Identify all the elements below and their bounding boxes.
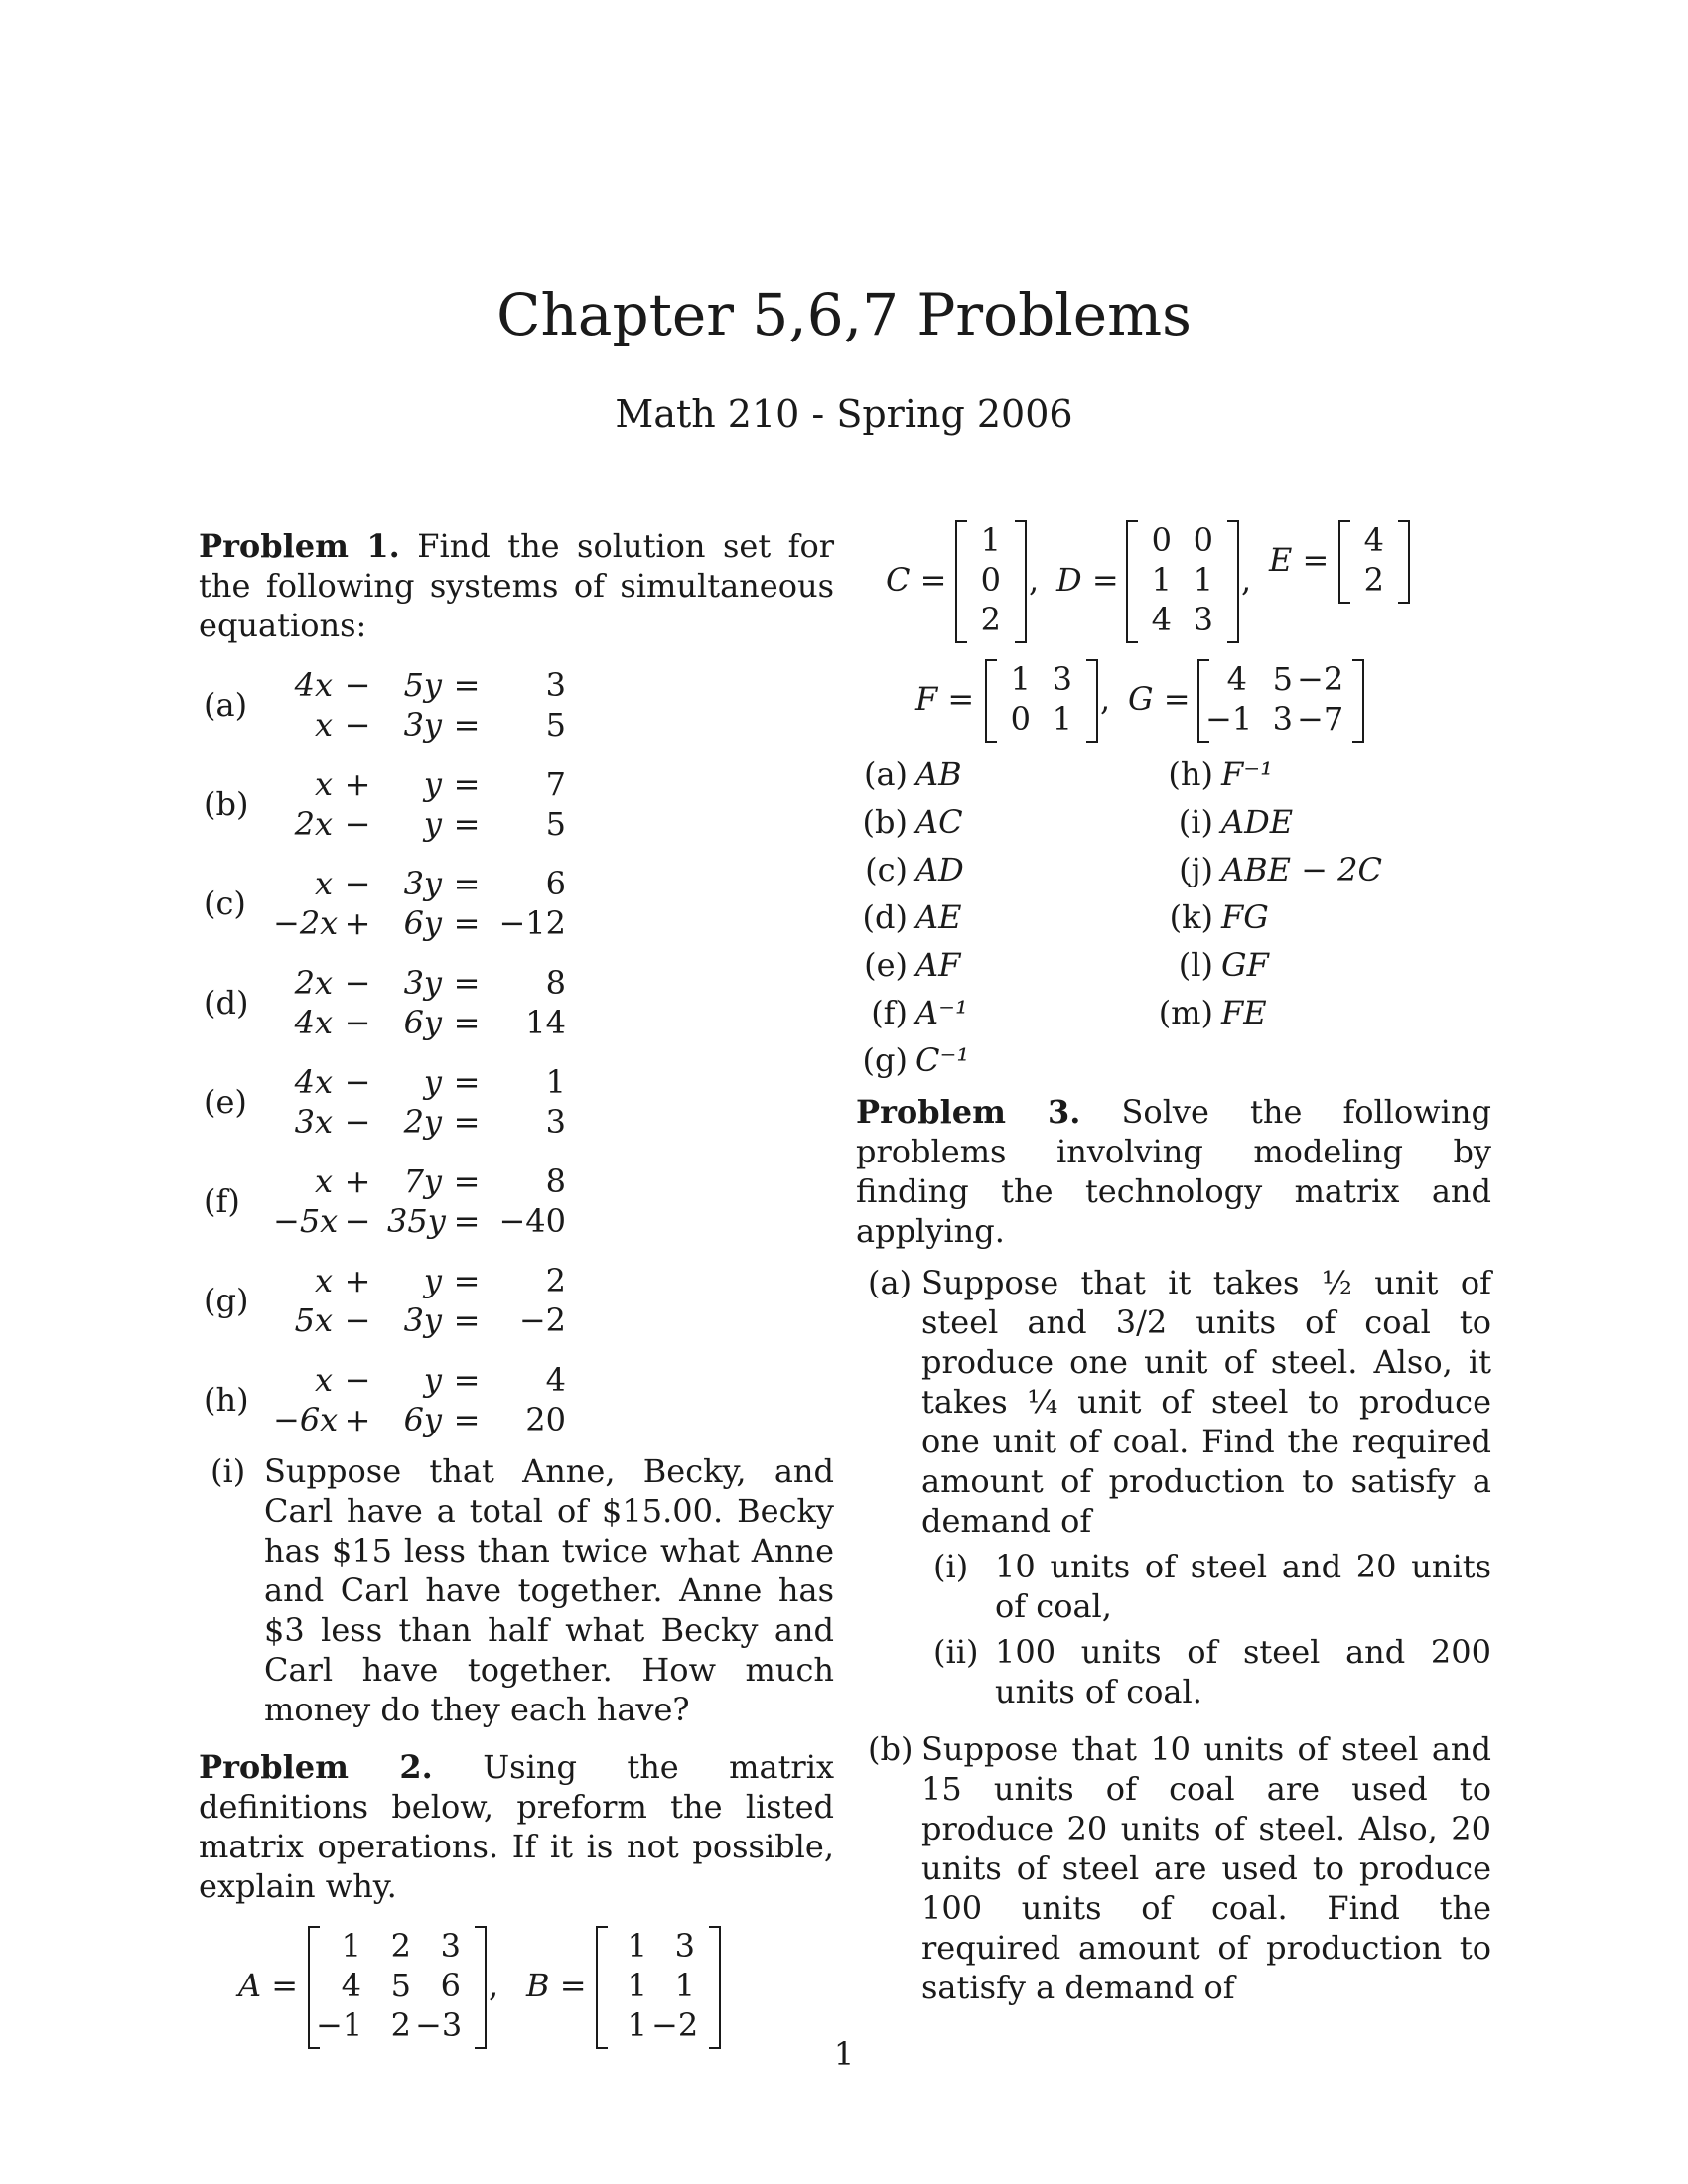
problem-3-text: Solve the following problems involving modeling by finding the technology matrix and applying. (856, 1093, 1492, 1250)
matrix-op (848, 897, 961, 937)
equation-term: −12 (498, 904, 566, 942)
matrix-cell: 1 (627, 1927, 647, 1965)
matrices-c-d-e (856, 520, 1491, 639)
bracket-right (475, 1926, 487, 2049)
equation-term: 3 (545, 666, 566, 704)
op-expression: AD (915, 851, 964, 888)
matrix-cell: 5 (1272, 660, 1293, 698)
op-label: (h) (1168, 755, 1213, 793)
matrix-cell: 4 (1226, 660, 1247, 698)
equation-term: 2x (294, 805, 333, 843)
equation-term: 3y (403, 865, 442, 902)
word-problem (199, 1451, 834, 1729)
problem-3a-ii (921, 1632, 1491, 1711)
word-problem-label: (i) (211, 1452, 246, 1490)
op-label: (j) (1179, 851, 1213, 888)
problem-3-intro (856, 1092, 1491, 1251)
equation-term: x (314, 865, 333, 902)
equation-term: − (344, 964, 371, 1002)
equation-term: 3x (294, 1103, 333, 1141)
problem-1-heading: Problem 1. (199, 527, 400, 565)
matrix-op (1154, 897, 1269, 937)
equation-term: − (344, 1004, 371, 1041)
equation-term: y (423, 1063, 442, 1101)
op-expression: FE (1221, 994, 1267, 1031)
equation-term: 14 (525, 1004, 566, 1041)
equation-term: − (344, 666, 371, 704)
op-expression: FG (1221, 898, 1269, 936)
problem-3a-text: Suppose that it takes ½ unit of steel and 3/2 units of coal to produce one unit of steel. Also, it takes ¼ unit of steel to produce one unit of coal. Find the required amount of production to satisfy a demand of (921, 1264, 1491, 1540)
matrix-cell: −2 (651, 2006, 699, 2044)
op-label: (b) (862, 803, 908, 841)
matrix-op (848, 802, 963, 842)
matrix-cell: 1 (341, 1927, 361, 1965)
matrix-cell: −1 (1205, 700, 1253, 738)
equation-term: = (453, 1361, 481, 1399)
equation-term: − (344, 865, 371, 902)
equation-term: −6x (273, 1401, 339, 1438)
bracket-right (1086, 659, 1098, 743)
op-expression: ADE (1221, 803, 1294, 841)
matrix-op (1154, 993, 1267, 1032)
system-label: (a) (204, 686, 248, 724)
sub-text: 10 units of steel and 20 units of coal, (995, 1548, 1491, 1625)
left-column (199, 526, 834, 2065)
equation-term: 5 (545, 805, 566, 843)
matrix-cell: 4 (1363, 521, 1384, 559)
bracket-right (1227, 520, 1239, 643)
equation-term: x (314, 765, 333, 803)
equation-term: − (344, 805, 371, 843)
equation-term: 8 (545, 1162, 566, 1200)
equation-term: = (453, 1301, 481, 1339)
equation-term: 1 (545, 1063, 566, 1101)
matrix-op (1154, 945, 1269, 985)
matrix-cell: −1 (316, 2006, 363, 2044)
equation-systems (199, 665, 834, 1439)
op-expression: AE (915, 898, 962, 936)
matrix-cell: −2 (1297, 660, 1344, 698)
matrix-cell: 3 (1052, 660, 1072, 698)
equation-term: = (453, 1004, 481, 1041)
matrix-cell: 4 (1151, 601, 1172, 638)
bracket-right (1015, 520, 1027, 643)
matrix-name: C = (886, 561, 947, 599)
problem-3b (856, 1729, 1491, 2007)
equation-term: y (423, 765, 442, 803)
matrix-op (848, 945, 960, 985)
page-subtitle: Math 210 - Spring 2006 (615, 392, 1073, 436)
op-expression: AF (915, 946, 961, 984)
matrix-cell: 1 (1010, 660, 1031, 698)
matrix-op (1154, 802, 1293, 842)
matrix-name: B = (526, 1967, 587, 2004)
equation-term: = (453, 666, 481, 704)
matrix-cell: 0 (1010, 700, 1031, 738)
equation-term: 5 (545, 706, 566, 744)
equation-term: −5x (273, 1202, 339, 1240)
op-expression: ABE − 2C (1221, 851, 1382, 888)
equation-term: = (453, 765, 481, 803)
equation-term: 6y (403, 1401, 442, 1438)
equation-term: 4x (294, 1004, 333, 1041)
equation-term: 2y (403, 1103, 442, 1141)
equation-term: 5x (294, 1301, 333, 1339)
matrix-cell: 1 (627, 2006, 647, 2044)
problem-3b-text: Suppose that 10 units of steel and 15 units of coal are used to produce 20 units of steel. Also, 20 units of steel are used to produce 100 units of coal. Find the required amount of production to satisfy a demand of (921, 1730, 1491, 2006)
problem-2-heading: Problem 2. (199, 1748, 433, 1786)
equation-system (199, 764, 834, 844)
op-label: (f) (871, 994, 908, 1031)
matrix-name: D = (1056, 561, 1119, 599)
matrix-cell: −7 (1297, 700, 1344, 738)
matrix-name: G = (1128, 680, 1191, 718)
matrix-cell: 1 (980, 521, 1001, 559)
equation-system (199, 1062, 834, 1142)
sub-text: 100 units of steel and 200 units of coal. (995, 1633, 1491, 1710)
equation-term: 35y (387, 1202, 446, 1240)
matrix-op (1154, 850, 1382, 889)
equation-system (199, 1161, 834, 1241)
equation-term: + (344, 1401, 371, 1438)
matrix-operations (856, 754, 1491, 1092)
page-title: Chapter 5,6,7 Problems (496, 281, 1192, 348)
problem-3b-label: (b) (868, 1730, 914, 1768)
op-label: (i) (1178, 803, 1213, 841)
matrix-cell: 5 (390, 1967, 411, 2004)
op-expression: AC (915, 803, 963, 841)
equation-term: x (314, 1361, 333, 1399)
matrix-cell: 4 (341, 1967, 361, 2004)
bracket-right (1398, 520, 1410, 604)
equation-term: 5y (403, 666, 442, 704)
equation-term: + (344, 904, 371, 942)
op-expression: C⁻¹ (915, 1041, 970, 1079)
system-label: (b) (204, 785, 249, 823)
matrices-f-g (856, 659, 1491, 749)
equation-term: − (344, 1063, 371, 1101)
equation-term: 4 (545, 1361, 566, 1399)
equation-system (199, 963, 834, 1042)
equation-term: = (453, 706, 481, 744)
equation-term: − (344, 706, 371, 744)
system-label: (d) (204, 984, 249, 1022)
op-expression: AB (915, 755, 962, 793)
op-label: (d) (862, 898, 908, 936)
matrix-op (848, 1040, 969, 1080)
equation-term: − (344, 1103, 371, 1141)
problem-3a (856, 1263, 1491, 1541)
problem-3a-label: (a) (868, 1264, 913, 1301)
equation-term: + (344, 1162, 371, 1200)
system-label: (f) (204, 1182, 240, 1220)
matrix-cell: 3 (440, 1927, 461, 1965)
equation-term: − (344, 1202, 371, 1240)
matrix-cell: 1 (627, 1967, 647, 2004)
problem-1-text: Find the solution set for the following systems of simultaneous equations: (199, 527, 835, 644)
op-label: (g) (862, 1041, 908, 1079)
equation-term: −40 (498, 1202, 566, 1240)
equation-term: = (453, 1162, 481, 1200)
equation-term: x (314, 1262, 333, 1299)
matrix-cell: 0 (1151, 521, 1172, 559)
equation-term: 2 (545, 1262, 566, 1299)
bracket-right (1352, 659, 1364, 743)
matrix-cell: 3 (1193, 601, 1213, 638)
op-expression: F⁻¹ (1221, 755, 1273, 793)
equation-term: = (453, 1103, 481, 1141)
matrix-name: A = (238, 1967, 299, 2004)
equation-system (199, 1360, 834, 1439)
matrix-cell: −3 (415, 2006, 463, 2044)
op-label: (m) (1158, 994, 1213, 1031)
matrix-op (1154, 754, 1273, 794)
op-label: (c) (865, 851, 908, 888)
right-column (856, 521, 1492, 2007)
matrix-cell: 2 (1363, 561, 1384, 599)
equation-term: y (423, 805, 442, 843)
equation-term: + (344, 765, 371, 803)
page-number: 1 (833, 2035, 855, 2073)
sub-label: (i) (933, 1548, 969, 1585)
equation-term: 3y (403, 1301, 442, 1339)
matrix-name: E = (1269, 541, 1330, 579)
equation-system (199, 665, 834, 745)
problem-3a-i (921, 1547, 1491, 1626)
matrix-op (848, 850, 964, 889)
equation-term: − (344, 1361, 371, 1399)
matrix-op (848, 754, 962, 794)
equation-term: 3y (403, 706, 442, 744)
comma: , (1029, 561, 1040, 599)
equation-term: 7 (545, 765, 566, 803)
equation-system (199, 1261, 834, 1340)
problem-2-text: Using the matrix definitions below, preform the listed matrix operations. If it is not possible, explain why. (199, 1748, 834, 1905)
word-problem-text: Suppose that Anne, Becky, and Carl have a total of $15.00. Becky has $15 less than twice what Anne and Carl have together. Anne has $3 less than half what Becky and Carl have together. How much money do they each have? (264, 1452, 834, 1728)
matrix-name: F = (915, 680, 975, 718)
problem-2-intro (199, 1747, 834, 1906)
equation-term: 2x (294, 964, 333, 1002)
sub-label: (ii) (933, 1633, 979, 1671)
equation-term: −2 (518, 1301, 566, 1339)
equation-term: 6y (403, 904, 442, 942)
op-label: (l) (1178, 946, 1213, 984)
equation-term: y (423, 1262, 442, 1299)
op-expression: GF (1221, 946, 1269, 984)
equation-term: 3 (545, 1103, 566, 1141)
equation-term: 7y (403, 1162, 442, 1200)
matrix-cell: 1 (1151, 561, 1172, 599)
equation-term: = (453, 805, 481, 843)
equation-term: 6 (545, 865, 566, 902)
matrix-cell: 6 (440, 1967, 461, 2004)
equation-term: = (453, 1063, 481, 1101)
matrix-cell: 1 (1052, 700, 1072, 738)
equation-term: 4x (294, 666, 333, 704)
system-label: (g) (204, 1282, 249, 1319)
comma: , (1100, 680, 1111, 718)
equation-term: x (314, 706, 333, 744)
matrix-cell: 3 (1272, 700, 1293, 738)
op-expression: A⁻¹ (915, 994, 968, 1031)
equation-term: = (453, 904, 481, 942)
equation-term: − (344, 1301, 371, 1339)
equation-term: −2x (273, 904, 339, 942)
matrix-cell: 2 (390, 1927, 411, 1965)
equation-term: y (423, 1361, 442, 1399)
matrix-op (848, 993, 968, 1032)
problem-1-intro (199, 526, 834, 645)
system-label: (h) (204, 1381, 249, 1419)
comma: , (489, 1967, 499, 2004)
equation-term: = (453, 865, 481, 902)
matrix-cell: 2 (390, 2006, 411, 2044)
equation-term: = (453, 1401, 481, 1438)
matrix-cell: 2 (980, 601, 1001, 638)
equation-term: = (453, 1262, 481, 1299)
problem-3-heading: Problem 3. (856, 1093, 1081, 1131)
equation-term: + (344, 1262, 371, 1299)
system-label: (c) (204, 885, 246, 922)
equation-term: 20 (525, 1401, 566, 1438)
equation-term: 8 (545, 964, 566, 1002)
bracket-right (709, 1926, 721, 2049)
matrix-cell: 1 (1193, 561, 1213, 599)
system-label: (e) (204, 1083, 247, 1121)
matrix-cell: 0 (980, 561, 1001, 599)
equation-term: = (453, 1202, 481, 1240)
op-label: (e) (864, 946, 908, 984)
matrix-cell: 3 (674, 1927, 695, 1965)
matrix-cell: 1 (674, 1967, 695, 2004)
equation-term: 6y (403, 1004, 442, 1041)
equation-system (199, 864, 834, 943)
op-label: (k) (1169, 898, 1213, 936)
op-label: (a) (863, 755, 908, 793)
equation-term: 3y (403, 964, 442, 1002)
equation-term: = (453, 964, 481, 1002)
equation-term: x (314, 1162, 333, 1200)
comma: , (1241, 561, 1252, 599)
matrix-cell: 0 (1193, 521, 1213, 559)
equation-term: 4x (294, 1063, 333, 1101)
